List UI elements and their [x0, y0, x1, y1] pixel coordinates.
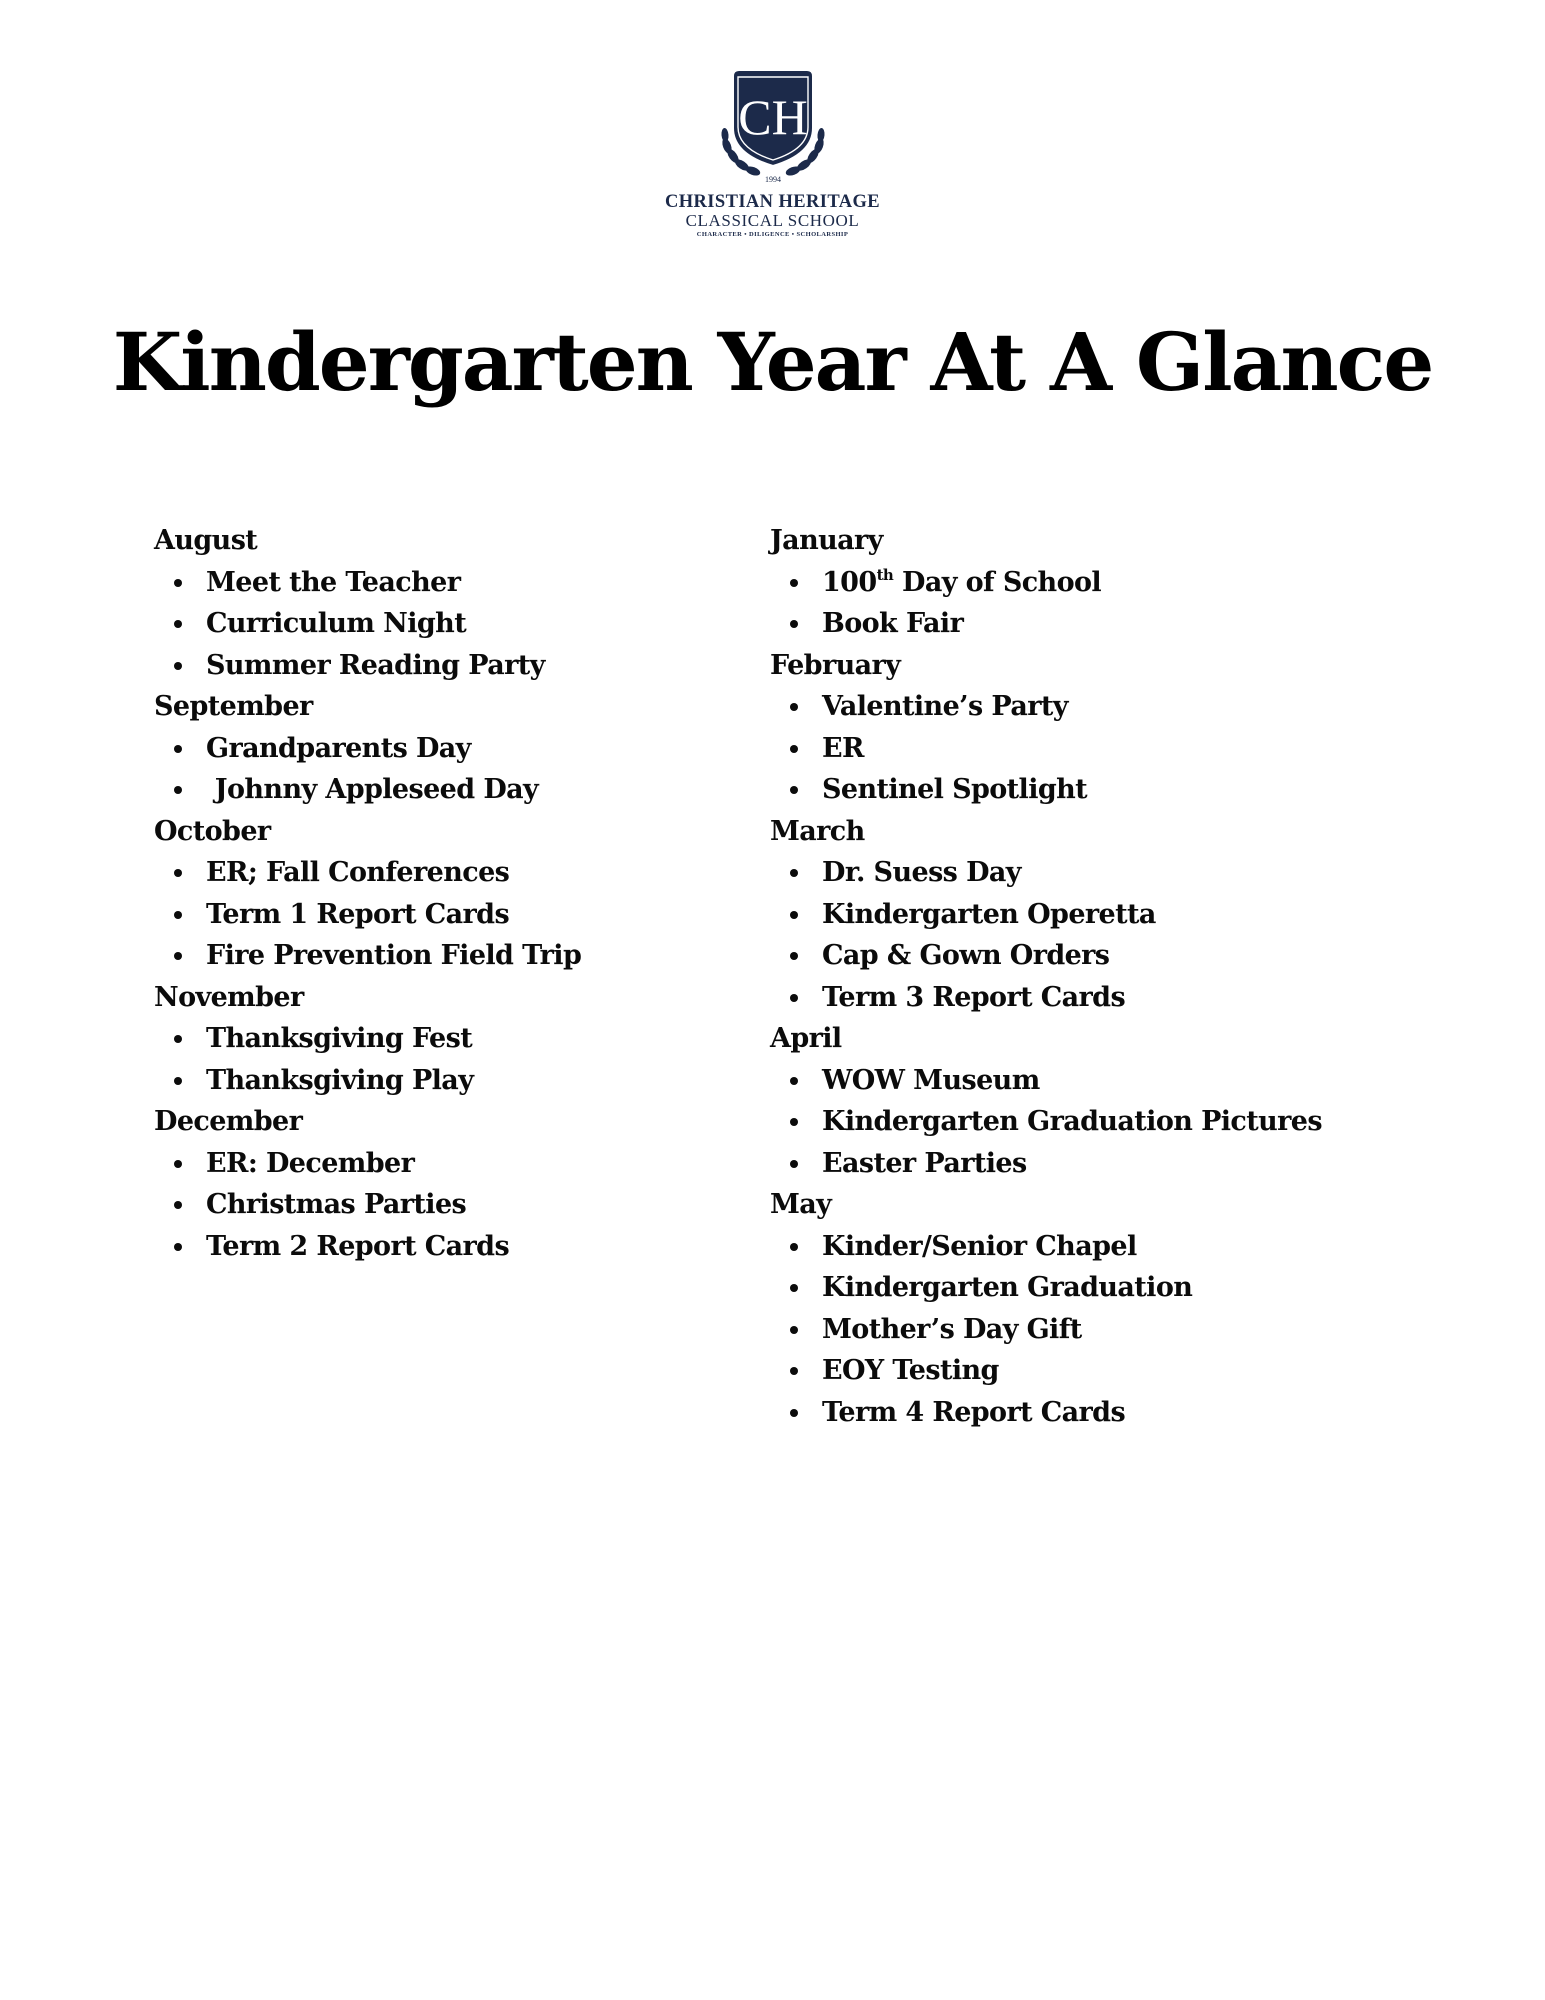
event-item — [154, 562, 754, 604]
event-item — [770, 935, 1390, 977]
event-label: Cap & Gown Orders — [822, 940, 1110, 971]
event-item — [154, 645, 754, 687]
event-label: ER: December — [206, 1147, 415, 1179]
month-block-april — [770, 1018, 1390, 1184]
event-item — [154, 935, 754, 977]
crest-year: 1994 — [764, 175, 781, 184]
bullet-icon — [174, 579, 182, 587]
event-label: EOY Testing — [822, 1355, 999, 1386]
event-label: Term 4 Report Cards — [822, 1396, 1126, 1428]
event-label: Mother’s Day Gift — [822, 1313, 1082, 1345]
bullet-icon — [174, 1077, 182, 1085]
event-item — [154, 1143, 754, 1185]
event-item — [770, 728, 1390, 770]
bullet-icon — [790, 1326, 798, 1334]
event-item — [770, 1267, 1390, 1309]
month-heading: September — [154, 691, 313, 722]
bullet-icon — [790, 1118, 798, 1126]
bullet-icon — [174, 869, 182, 877]
bullet-icon — [790, 1077, 798, 1085]
bullet-icon — [790, 1284, 798, 1292]
bullet-icon — [174, 1160, 182, 1168]
event-item — [770, 769, 1390, 811]
bullet-icon — [790, 1409, 798, 1417]
event-label: Meet the Teacher — [206, 566, 461, 598]
event-item — [154, 769, 754, 811]
right-column — [770, 520, 1390, 1433]
school-subname: CLASSICAL SCHOOL — [685, 211, 860, 230]
event-item — [154, 728, 754, 770]
event-label: Thanksgiving Fest — [206, 1023, 473, 1054]
month-block-november — [154, 977, 754, 1102]
event-item — [770, 1143, 1390, 1185]
month-block-january — [770, 520, 1390, 645]
bullet-icon — [174, 662, 182, 670]
event-label: ER — [822, 732, 864, 764]
event-list — [770, 1060, 1390, 1185]
event-list — [154, 728, 754, 811]
month-block-may — [770, 1184, 1390, 1433]
event-label: Fire Prevention Field Trip — [206, 940, 582, 971]
bullet-icon — [790, 1160, 798, 1168]
event-item — [770, 852, 1390, 894]
month-heading: February — [770, 649, 901, 681]
event-label: Kindergarten Operetta — [822, 898, 1156, 930]
event-item — [770, 1226, 1390, 1268]
event-list — [770, 1226, 1390, 1434]
bullet-icon — [174, 1201, 182, 1209]
event-label: Kindergarten Graduation Pictures — [822, 1106, 1322, 1137]
event-label: WOW Museum — [822, 1064, 1040, 1096]
event-label: Curriculum Night — [206, 608, 467, 639]
bullet-icon — [790, 620, 798, 628]
bullet-icon — [790, 786, 798, 794]
event-label: Sentinel Spotlight — [822, 774, 1088, 805]
bullet-icon — [174, 911, 182, 919]
event-label: Summer Reading Party — [206, 649, 545, 681]
bullet-icon — [790, 952, 798, 960]
bullet-icon — [174, 745, 182, 753]
school-logo — [0, 66, 1545, 240]
event-list — [154, 1143, 754, 1268]
event-list — [770, 562, 1390, 645]
month-block-october — [154, 811, 754, 977]
bullet-icon — [174, 786, 182, 794]
event-item — [770, 603, 1390, 645]
event-item — [770, 1309, 1390, 1351]
month-heading: October — [154, 815, 271, 847]
school-name: CHRISTIAN HERITAGE — [664, 192, 881, 212]
school-crest-icon — [713, 66, 833, 188]
bullet-icon — [174, 1035, 182, 1043]
event-label: Term 1 Report Cards — [206, 898, 510, 930]
event-list — [154, 1018, 754, 1101]
event-item — [770, 686, 1390, 728]
bullet-icon — [174, 1243, 182, 1251]
event-label: Kindergarten Graduation — [822, 1272, 1193, 1303]
month-block-march — [770, 811, 1390, 1019]
month-block-february — [770, 645, 1390, 811]
crest-monogram: CH — [737, 89, 808, 145]
event-item — [770, 977, 1390, 1019]
event-item — [154, 1226, 754, 1268]
event-item — [770, 1060, 1390, 1102]
event-item — [154, 852, 754, 894]
event-list — [770, 686, 1390, 811]
event-label: Term 2 Report Cards — [206, 1230, 510, 1262]
event-item — [770, 1392, 1390, 1434]
event-item — [154, 894, 754, 936]
event-list — [770, 852, 1390, 1018]
bullet-icon — [174, 952, 182, 960]
event-item — [770, 562, 1390, 604]
event-label: Grandparents Day — [206, 732, 471, 764]
event-item — [770, 894, 1390, 936]
event-label: Thanksgiving Play — [206, 1064, 474, 1096]
month-heading: November — [154, 981, 304, 1013]
month-heading: January — [770, 525, 883, 556]
bullet-icon — [790, 745, 798, 753]
event-list — [154, 562, 754, 687]
event-item — [154, 1184, 754, 1226]
event-item — [154, 603, 754, 645]
event-label: ER; Fall Conferences — [206, 857, 510, 888]
month-heading: August — [154, 525, 258, 556]
bullet-icon — [790, 911, 798, 919]
bullet-icon — [790, 703, 798, 711]
page-title: Kindergarten Year At A Glance — [112, 315, 1433, 409]
event-label: Christmas Parties — [206, 1189, 467, 1220]
bullet-icon — [790, 1243, 798, 1251]
bullet-icon — [790, 1367, 798, 1375]
event-list — [154, 852, 754, 977]
event-item — [770, 1350, 1390, 1392]
event-label: Term 3 Report Cards — [822, 981, 1126, 1013]
month-block-august — [154, 520, 754, 686]
event-label: Kinder/Senior Chapel — [822, 1230, 1137, 1262]
event-item — [154, 1060, 754, 1102]
left-column — [154, 520, 754, 1267]
month-heading: May — [770, 1189, 832, 1220]
event-label-hundredth: 100th Day of School — [822, 565, 1102, 598]
school-tagline: CHARACTER • DILIGENCE • SCHOLARSHIP — [696, 231, 849, 238]
bullet-icon — [790, 869, 798, 877]
event-item — [154, 1018, 754, 1060]
event-label: Easter Parties — [822, 1147, 1027, 1179]
bullet-icon — [790, 994, 798, 1002]
event-label: Johnny Appleseed Day — [206, 774, 539, 805]
event-label: Dr. Suess Day — [822, 857, 1021, 888]
month-block-september — [154, 686, 754, 811]
event-label: Valentine’s Party — [822, 691, 1068, 722]
month-block-december — [154, 1101, 754, 1267]
event-label: Book Fair — [822, 608, 964, 639]
month-heading: March — [770, 815, 865, 847]
month-heading: April — [770, 1023, 842, 1054]
month-heading: December — [154, 1106, 303, 1137]
event-item — [770, 1101, 1390, 1143]
bullet-icon — [790, 579, 798, 587]
bullet-icon — [174, 620, 182, 628]
